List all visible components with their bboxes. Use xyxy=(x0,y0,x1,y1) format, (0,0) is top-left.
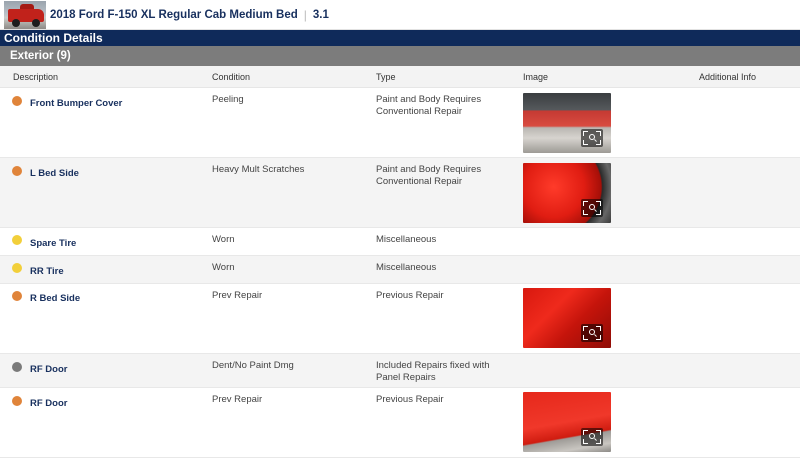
damage-condition: Heavy Mult Scratches xyxy=(212,164,305,175)
damage-type: Included Repairs fixed with Panel Repairs xyxy=(376,360,490,383)
damage-description[interactable]: Front Bumper Cover xyxy=(30,98,123,109)
column-header-description: Description xyxy=(13,71,59,82)
table-row xyxy=(0,88,800,158)
table-row xyxy=(0,256,800,284)
table-row xyxy=(0,354,800,388)
damage-description[interactable]: Spare Tire xyxy=(30,238,77,249)
damage-type: Previous Repair xyxy=(376,394,444,405)
damage-description[interactable]: L Bed Side xyxy=(30,168,79,179)
severity-indicator xyxy=(12,396,22,406)
damage-description[interactable]: RF Door xyxy=(30,398,68,409)
damage-condition: Dent/No Paint Dmg xyxy=(212,360,294,371)
severity-indicator xyxy=(12,263,22,273)
severity-indicator xyxy=(12,362,22,372)
condition-details-header: Condition Details xyxy=(0,30,800,46)
vehicle-header xyxy=(0,0,800,30)
zoom-icon[interactable] xyxy=(581,199,603,217)
damage-type: Previous Repair xyxy=(376,290,444,301)
table-column-headers xyxy=(0,66,800,88)
damage-condition: Peeling xyxy=(212,94,244,105)
table-row xyxy=(0,284,800,354)
severity-indicator xyxy=(12,291,22,301)
damage-image[interactable] xyxy=(523,163,611,223)
column-header-condition: Condition xyxy=(212,71,251,82)
severity-indicator xyxy=(12,235,22,245)
damage-type: Miscellaneous xyxy=(376,234,437,245)
column-header-image: Image xyxy=(523,71,549,82)
damage-description[interactable]: R Bed Side xyxy=(30,293,81,304)
vehicle-title[interactable]: 2018 Ford F-150 XL Regular Cab Medium Bed xyxy=(50,8,298,21)
section-header-exterior[interactable]: Exterior (9) xyxy=(0,46,800,66)
vehicle-thumbnail[interactable] xyxy=(4,1,46,29)
damage-table-body xyxy=(0,88,800,458)
zoom-icon[interactable] xyxy=(581,129,603,147)
damage-condition: Worn xyxy=(212,234,235,245)
damage-image[interactable] xyxy=(523,288,611,348)
damage-type: Paint and Body Requires Conventional Repair xyxy=(376,164,482,187)
severity-indicator xyxy=(12,166,22,176)
zoom-icon[interactable] xyxy=(581,428,603,446)
condition-grade: 3.1 xyxy=(312,8,329,21)
severity-indicator xyxy=(12,96,22,106)
damage-condition: Worn xyxy=(212,262,235,273)
damage-type: Paint and Body Requires Conventional Repair xyxy=(376,94,482,117)
damage-image[interactable] xyxy=(523,93,611,153)
damage-image[interactable] xyxy=(523,392,611,452)
zoom-icon[interactable] xyxy=(581,324,603,342)
damage-type: Miscellaneous xyxy=(376,262,437,273)
table-row xyxy=(0,388,800,458)
table-row xyxy=(0,158,800,228)
title-separator: | xyxy=(303,7,307,22)
table-row xyxy=(0,228,800,256)
column-header-type: Type xyxy=(376,71,396,82)
damage-description[interactable]: RF Door xyxy=(30,364,68,375)
damage-description[interactable]: RR Tire xyxy=(30,266,64,277)
damage-condition: Prev Repair xyxy=(212,290,263,301)
damage-condition: Prev Repair xyxy=(212,394,263,405)
column-header-additional-info: Additional Info xyxy=(699,71,757,82)
